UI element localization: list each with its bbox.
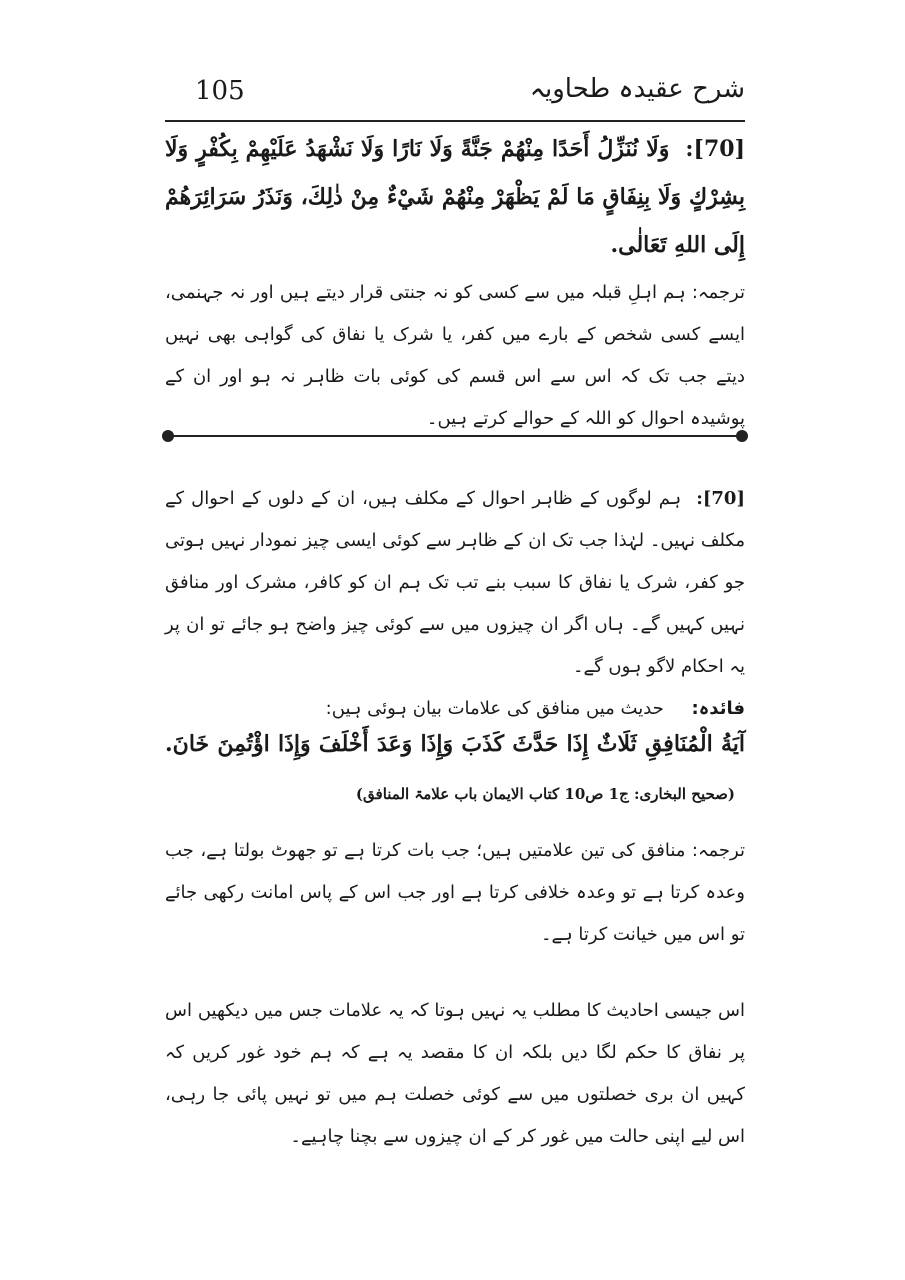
commentary xyxy=(165,478,745,688)
reference-number: [70]: xyxy=(685,136,745,162)
reference-number: [70]: xyxy=(696,488,745,509)
section-divider xyxy=(168,435,742,437)
commentary-text: ہم لوگوں کے ظاہر احوال کے مکلف ہیں، ان کے دلوں کے احوال کے مکلف نہیں۔ لہٰذا جب تک ان کے ظاہر سے کوئی ایسی چیز نمودار نہیں ہوتی جو کفر، شرک یا نفاق کا سبب بنے تب تک ہم ان کو کافر، مشرک اور منافق نہیں کہیں گے۔ ہاں اگر ان چیزوں میں سے کوئی چیز واضح ہو جائے تو ان پر یہ احکام لاگو ہوں گے۔ xyxy=(165,488,745,677)
page-header xyxy=(165,70,745,122)
arabic-matn xyxy=(165,125,745,269)
matn-translation: ترجمہ: ہم اہلِ قبلہ میں سے کسی کو نہ جنتی قرار دیتے ہیں اور نہ جہنمی، ایسے کسی شخص کے بارے میں کفر، یا شرک یا نفاق کی گواہی بھی نہیں دیتے جب تک کہ اس سے اس قسم کی کوئی بات ظاہر نہ ہو اور ان کے پوشیدہ احوال کو اللہ کے حوالے کرتے ہیں۔ xyxy=(165,282,745,429)
closing-paragraph: اس جیسی احادیث کا مطلب یہ نہیں ہوتا کہ یہ علامات جس میں دیکھیں اس پر نفاق کا حکم لگا دیں بلکہ ان کا مقصد یہ ہے کہ ہم خود غور کریں کہ کہیں ان بری خصلتوں میں سے کوئی خصلت ہم میں تو نہیں پائی جا رہی، اس لیے اپنی حالت میں غور کر کے ان چیزوں سے بچنا چاہیے۔ xyxy=(165,1000,745,1147)
hadith-source: (صحیح البخاری: ج1 ص10 کتاب الایمان باب علامۃ المنافق) xyxy=(355,785,735,803)
hadith-arabic: آيَةُ الْمُنَافِقِ ثَلَاثٌ إِذَا حَدَّثَ كَذَبَ وَإِذَا وَعَدَ أَخْلَفَ وَإِذَا اؤْتُمِنَ خَانَ. xyxy=(165,731,745,757)
divider-dot xyxy=(736,430,748,442)
hadith-translation: ترجمہ: منافق کی تین علامتیں ہیں؛ جب بات کرتا ہے تو جھوٹ بولتا ہے، جب وعدہ کرتا ہے تو وعدہ خلافی کرتا ہے اور جب اس کے پاس امانت رکھی جائے تو اس میں خیانت کرتا ہے۔ xyxy=(165,840,745,945)
faida-label: فائدہ: xyxy=(691,698,745,719)
hadith xyxy=(165,720,745,818)
book-title: شرح عقیدہ طحاویہ xyxy=(529,74,745,104)
divider-dot xyxy=(162,430,174,442)
arabic-text: وَلَا نُنَزِّلُ أَحَدًا مِنْهُمْ جَنَّةً وَلَا نَارًا وَلَا نَشْهَدُ عَلَيْهِمْ بِكُفْرٍ وَلَا بِشِرْكٍ وَلَا بِنِفَاقٍ مَا لَمْ يَظْهَرْ مِنْهُمْ شَيْءٌ مِنْ ذٰلِكَ، وَنَذَرُ سَرَائِرَهُمْ إِلَى اللهِ تَعَالٰى. xyxy=(165,136,745,258)
faida-text: حدیث میں منافق کی علامات بیان ہوئی ہیں: xyxy=(325,698,664,719)
page-number: 105 xyxy=(195,76,245,106)
